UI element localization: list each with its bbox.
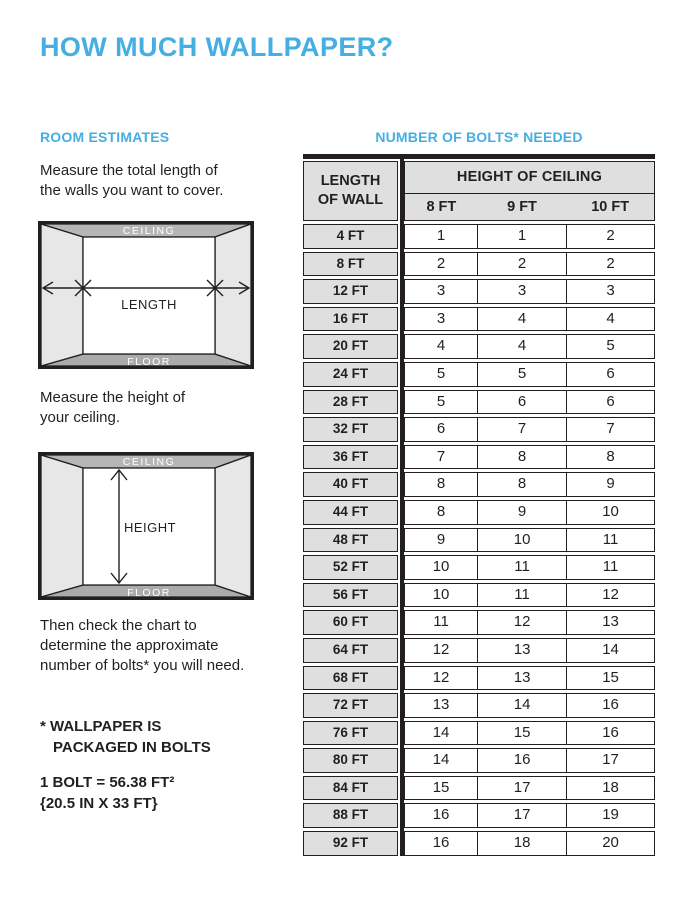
right-wall: [215, 455, 251, 597]
column-header-8ft: 8 FT: [426, 199, 457, 215]
ceiling-height-columns: [405, 194, 654, 219]
table-vertical-rule: [400, 154, 404, 856]
bolt-count-cell-10ft: 7: [566, 418, 654, 441]
text-line: number of bolts* you will need.: [40, 657, 245, 674]
bolt-count-cells: [404, 500, 655, 525]
bolt-count-cells: [404, 693, 655, 718]
table-row: [303, 721, 655, 746]
bolt-count-cells: [404, 748, 655, 773]
wall-length-cell: 24 FT: [303, 362, 398, 387]
bolts-needed-section: [303, 129, 655, 856]
bolt-count-cell-9ft: 17: [477, 777, 566, 800]
wall-length-cell: 88 FT: [303, 803, 398, 828]
bolt-count-cell-9ft: 9: [477, 501, 566, 524]
bolts-table: [303, 154, 655, 856]
bolt-count-cells: [404, 555, 655, 580]
bolt-count-cell-10ft: 12: [566, 584, 654, 607]
bolt-count-cells: [404, 638, 655, 663]
wall-length-cell: 36 FT: [303, 445, 398, 470]
bolt-count-cell-8ft: 10: [432, 558, 450, 576]
floor-label: FLOOR: [127, 587, 171, 599]
bolt-count-cell-9ft: 8: [477, 446, 566, 469]
table-row: [303, 334, 655, 359]
bolt-count-cell-9ft: 17: [477, 804, 566, 827]
bolt-count-cell-10ft: 2: [566, 225, 654, 248]
bolt-count-cell-9ft: 4: [477, 335, 566, 358]
bolt-count-cells: [404, 803, 655, 828]
wall-length-cell: 68 FT: [303, 666, 398, 691]
bolt-count-cell-9ft: 8: [477, 473, 566, 496]
back-wall: [83, 237, 215, 354]
table-row: [303, 472, 655, 497]
height-label: HEIGHT: [123, 520, 177, 535]
text-line: Then check the chart to: [40, 617, 197, 634]
bolt-count-cells: [404, 390, 655, 415]
bolt-count-cell-10ft: 19: [566, 804, 654, 827]
footnote-line: PACKAGED IN BOLTS: [53, 739, 211, 756]
length-label: LENGTH: [121, 297, 177, 312]
table-row: [303, 500, 655, 525]
bolt-count-cells: [404, 334, 655, 359]
bolt-count-cell-9ft: 2: [477, 253, 566, 276]
bolt-count-cell-8ft: 10: [432, 585, 450, 603]
text-line: your ceiling.: [40, 409, 121, 426]
table-top-rule: [303, 154, 655, 159]
bolt-count-cell-10ft: 6: [566, 391, 654, 414]
bolt-count-cells: [404, 417, 655, 442]
bolt-count-cell-10ft: 4: [566, 308, 654, 331]
table-row: [303, 748, 655, 773]
wall-length-cell: 80 FT: [303, 748, 398, 773]
bolt-count-cell-9ft: 7: [477, 418, 566, 441]
ceiling-label: CEILING: [122, 456, 176, 468]
height-of-ceiling-label: HEIGHT OF CEILING: [405, 162, 654, 194]
header-line: OF WALL: [317, 192, 384, 208]
wall-length-cell: 64 FT: [303, 638, 398, 663]
bolt-count-cell-8ft: 6: [436, 420, 446, 438]
bolt-count-cells: [404, 307, 655, 332]
bolt-count-cell-8ft: 3: [436, 309, 446, 327]
bolt-count-cell-10ft: 18: [566, 777, 654, 800]
bolt-count-cells: [404, 610, 655, 635]
table-row: [303, 638, 655, 663]
bolt-count-cell-10ft: 20: [566, 832, 654, 855]
table-row: [303, 528, 655, 553]
bolt-count-cell-10ft: 11: [566, 529, 654, 552]
wall-length-cell: 16 FT: [303, 307, 398, 332]
bolt-count-cell-8ft: 9: [436, 530, 446, 548]
table-row: [303, 831, 655, 856]
wall-length-cell: 72 FT: [303, 693, 398, 718]
bolt-count-cells: [404, 279, 655, 304]
bolt-count-cells: [404, 528, 655, 553]
page-title: HOW MUCH WALLPAPER?: [40, 32, 394, 62]
column-header-10ft: 10 FT: [591, 199, 630, 215]
bolt-count-cell-8ft: 12: [432, 640, 450, 658]
bolt-count-cell-10ft: 16: [566, 694, 654, 717]
table-row: [303, 417, 655, 442]
bolt-count-cells: [404, 831, 655, 856]
bolt-count-cell-10ft: 6: [566, 363, 654, 386]
table-row: [303, 445, 655, 470]
bolt-count-cells: [404, 252, 655, 277]
text-line: determine the approximate: [40, 637, 219, 654]
table-row: [303, 776, 655, 801]
wall-length-cell: 40 FT: [303, 472, 398, 497]
footnote-line: * WALLPAPER IS: [40, 718, 162, 735]
bolt-count-cell-9ft: 3: [477, 280, 566, 303]
bolt-count-cell-10ft: 5: [566, 335, 654, 358]
bolt-count-cell-8ft: 3: [436, 282, 446, 300]
bolt-count-cell-10ft: 10: [566, 501, 654, 524]
floor-label: FLOOR: [127, 356, 171, 368]
bolt-count-cells: [404, 666, 655, 691]
bolt-count-cell-10ft: 11: [566, 556, 654, 579]
wallpaper-bolts-footnote: [40, 716, 262, 758]
bolt-equation: 1 BOLT = 56.38 FT²: [40, 774, 175, 791]
bolt-count-cells: [404, 362, 655, 387]
right-wall: [215, 224, 251, 366]
wall-length-cell: 84 FT: [303, 776, 398, 801]
length-of-wall-header: [303, 161, 398, 221]
bolt-count-cell-10ft: 13: [566, 611, 654, 634]
table-row: [303, 279, 655, 304]
table-row: [303, 583, 655, 608]
bolt-count-cell-10ft: 3: [566, 280, 654, 303]
room-estimates-heading: ROOM ESTIMATES: [40, 129, 170, 145]
text-line: the walls you want to cover.: [40, 182, 224, 199]
bolt-count-cell-8ft: 11: [433, 613, 449, 631]
bolt-count-cell-8ft: 4: [436, 337, 446, 355]
wall-length-cell: 8 FT: [303, 252, 398, 277]
table-row: [303, 224, 655, 249]
bolt-count-cell-9ft: 10: [477, 529, 566, 552]
wall-length-cell: 52 FT: [303, 555, 398, 580]
bolt-count-cell-9ft: 15: [477, 722, 566, 745]
bolt-count-cell-8ft: 5: [436, 392, 446, 410]
bolt-size-note: [40, 772, 262, 814]
wall-length-cell: 20 FT: [303, 334, 398, 359]
measure-length-text: [40, 161, 262, 201]
wall-length-cell: 76 FT: [303, 721, 398, 746]
bolt-count-cell-9ft: 16: [477, 749, 566, 772]
table-row: [303, 610, 655, 635]
bolt-count-cell-8ft: 12: [432, 668, 450, 686]
room-height-diagram: [38, 452, 254, 600]
bolt-count-cell-10ft: 15: [566, 667, 654, 690]
bolt-count-cell-10ft: 17: [566, 749, 654, 772]
bolt-count-cell-8ft: 15: [432, 778, 450, 796]
table-row: [303, 307, 655, 332]
measure-height-text: [40, 388, 262, 428]
height-of-ceiling-header: [404, 161, 655, 221]
table-row: [303, 252, 655, 277]
bolt-count-cells: [404, 583, 655, 608]
bolt-count-cell-9ft: 13: [477, 639, 566, 662]
check-chart-text: [40, 616, 262, 676]
table-row: [303, 693, 655, 718]
column-header-9ft: 9 FT: [507, 199, 537, 215]
text-line: Measure the height of: [40, 389, 186, 406]
bolt-count-cell-8ft: 14: [432, 723, 450, 741]
bolt-count-cell-8ft: 7: [436, 447, 446, 465]
bolt-count-cell-10ft: 14: [566, 639, 654, 662]
bolt-count-cell-8ft: 16: [432, 806, 450, 824]
left-wall: [41, 455, 83, 597]
text-line: Measure the total length of: [40, 162, 218, 179]
table-rows: [303, 224, 655, 856]
bolt-dimensions: {20.5 IN X 33 FT}: [40, 795, 158, 812]
bolt-count-cell-8ft: 5: [436, 364, 446, 382]
bolt-count-cell-9ft: 13: [477, 667, 566, 690]
bolt-count-cell-10ft: 8: [566, 446, 654, 469]
bolt-count-cell-9ft: 4: [477, 308, 566, 331]
bolt-count-cells: [404, 472, 655, 497]
bolt-count-cell-10ft: 2: [566, 253, 654, 276]
bolt-count-cell-9ft: 18: [477, 832, 566, 855]
bolt-count-cell-9ft: 14: [477, 694, 566, 717]
wall-length-cell: 56 FT: [303, 583, 398, 608]
wall-length-cell: 60 FT: [303, 610, 398, 635]
bolt-count-cell-10ft: 16: [566, 722, 654, 745]
bolt-count-cell-8ft: 8: [436, 502, 446, 520]
table-row: [303, 803, 655, 828]
bolt-count-cell-9ft: 5: [477, 363, 566, 386]
bolt-count-cells: [404, 445, 655, 470]
wall-length-cell: 92 FT: [303, 831, 398, 856]
bolt-count-cells: [404, 721, 655, 746]
wall-length-cell: 12 FT: [303, 279, 398, 304]
bolt-count-cell-8ft: 13: [432, 696, 450, 714]
wall-length-cell: 4 FT: [303, 224, 398, 249]
room-length-diagram: [38, 221, 254, 369]
bolt-count-cell-8ft: 1: [436, 227, 446, 244]
wall-length-cell: 32 FT: [303, 417, 398, 442]
table-row: [303, 390, 655, 415]
bolt-count-cell-8ft: 8: [436, 475, 446, 493]
bolt-count-cell-8ft: 2: [436, 254, 446, 272]
bolt-count-cell-9ft: 11: [477, 584, 566, 607]
table-row: [303, 555, 655, 580]
bolt-count-cell-9ft: 11: [477, 556, 566, 579]
table-header: [303, 161, 655, 221]
header-line: LENGTH: [320, 173, 381, 189]
bolt-count-cells: [404, 224, 655, 249]
wall-length-cell: 48 FT: [303, 528, 398, 553]
bolt-count-cell-10ft: 9: [566, 473, 654, 496]
bolt-count-cell-8ft: 14: [432, 751, 450, 769]
bolt-count-cell-9ft: 12: [477, 611, 566, 634]
wall-length-cell: 28 FT: [303, 390, 398, 415]
wall-length-cell: 44 FT: [303, 500, 398, 525]
ceiling-label: CEILING: [122, 225, 176, 237]
bolt-count-cells: [404, 776, 655, 801]
bolt-count-cell-8ft: 16: [432, 834, 450, 852]
bolt-count-cell-9ft: 6: [477, 391, 566, 414]
bolt-count-cell-9ft: 1: [477, 225, 566, 248]
table-row: [303, 362, 655, 387]
room-estimates-section: [40, 129, 262, 814]
table-row: [303, 666, 655, 691]
bolts-needed-heading: NUMBER OF BOLTS* NEEDED: [375, 129, 583, 145]
